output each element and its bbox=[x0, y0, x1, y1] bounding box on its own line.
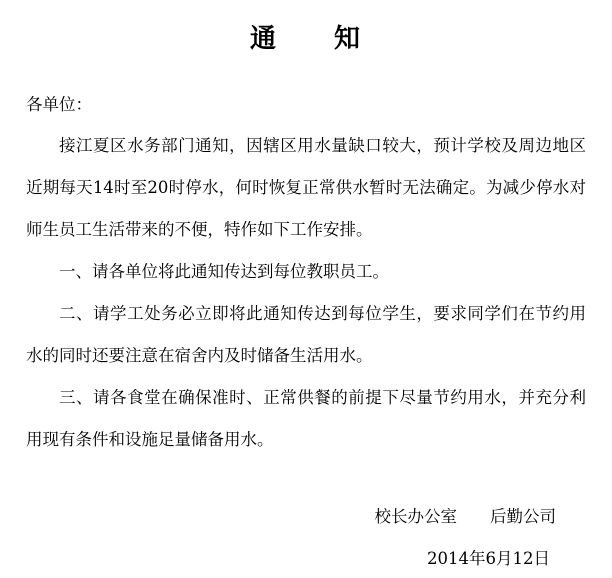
notice-title: 通 知 bbox=[249, 24, 362, 54]
paragraph-intro: 接江夏区水务部门通知，因辖区用水量缺口较大，预计学校及周边地区近期每天14时至20时停水，何时恢复正常供水暂时无法确定。为减少停水对师生员工生活带来的不便，特作如下工作安排。 bbox=[26, 136, 586, 239]
paragraph-item-3: 三、请各食堂在确保准时、正常供餐的前提下尽量节约用水，并充分利用现有条件和设施足量储备用水。 bbox=[26, 388, 586, 449]
paragraph-item-1: 一、请各单位将此通知传达到每位教职员工。 bbox=[59, 262, 389, 281]
paragraph-item-2: 二、请学工处务必立即将此通知传达到每位学生，要求同学们在节约用水的同时还要注意在宿舍内及时储备生活用水。 bbox=[26, 304, 586, 365]
salutation: 各单位： bbox=[26, 95, 92, 114]
signature: 校长办公室 后勤公司 bbox=[374, 507, 556, 526]
date: 2014年6月12日 bbox=[427, 549, 550, 568]
